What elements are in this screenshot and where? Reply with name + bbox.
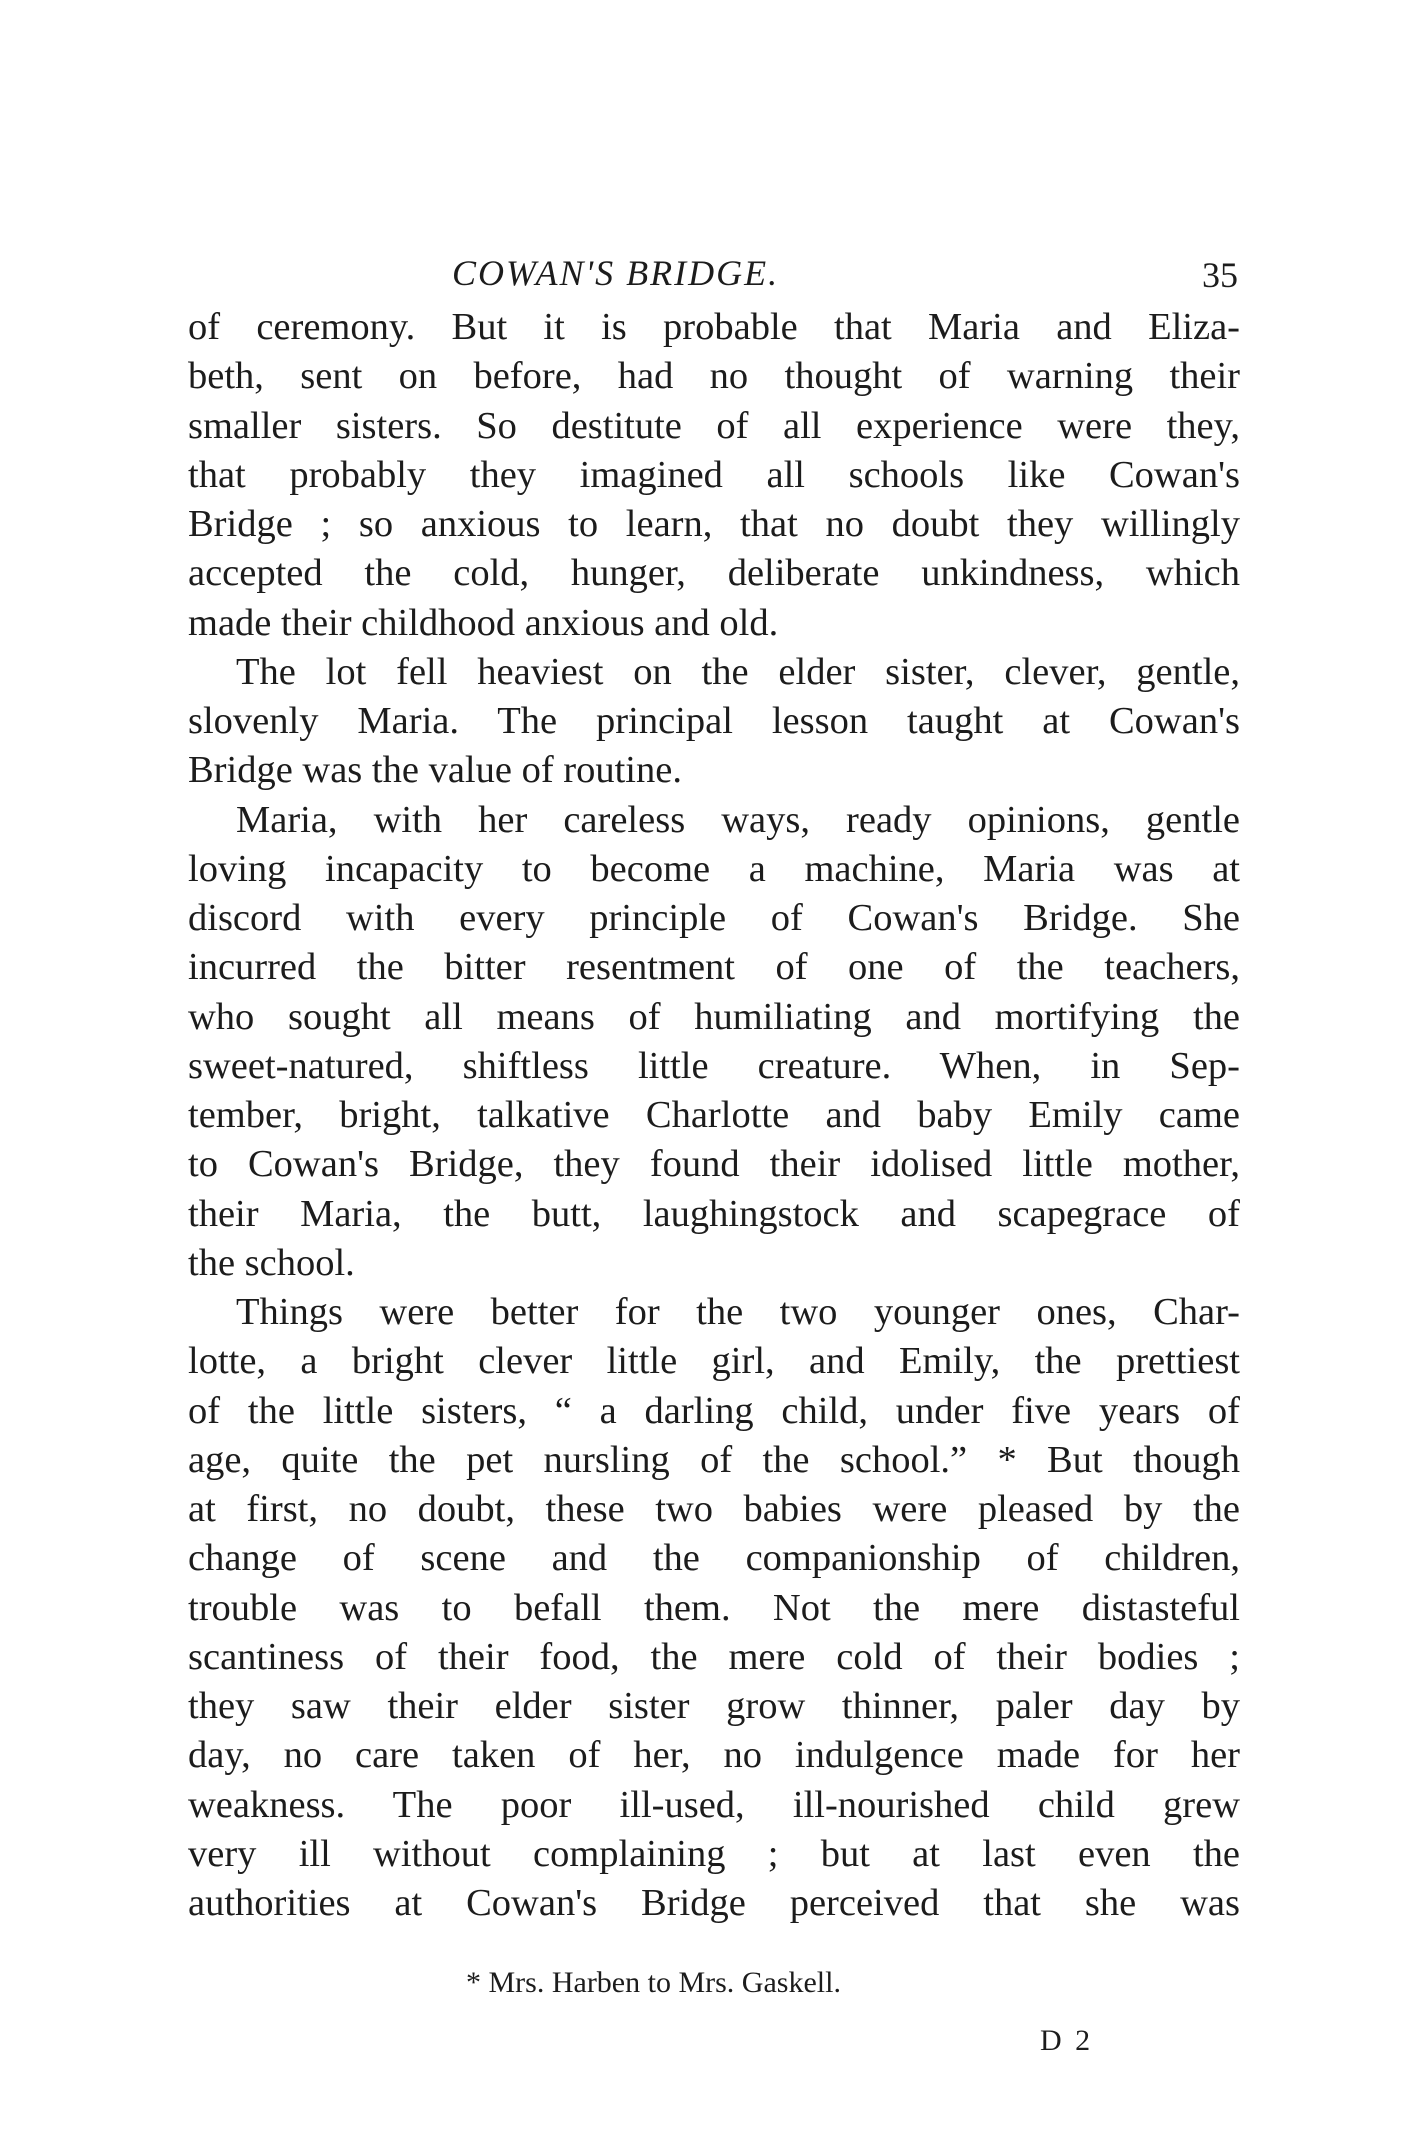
text-line: trouble was to befall them. Not the mere distasteful (188, 1586, 1240, 1629)
text-line: their Maria, the butt, laughingstock and scapegrace of (188, 1192, 1240, 1235)
text-line: accepted the cold, hunger, deliberate unkindness, which (188, 552, 1240, 595)
text-line: that probably they imagined all schools like Cowan's (188, 453, 1240, 496)
text-line: made their childhood anxious and old. (188, 601, 779, 644)
text-line: lotte, a bright clever little girl, and Emily, the prettiest (188, 1340, 1240, 1383)
text-line: age, quite the pet nursling of the school.” * But though (188, 1438, 1240, 1481)
footnote: * Mrs. Harben to Mrs. Gaskell. (466, 1966, 841, 1999)
text-line: incurred the bitter resentment of one of the teachers, (188, 946, 1240, 989)
text-line: Bridge was the value of routine. (188, 749, 682, 792)
text-line: at first, no doubt, these two babies were pleased by the (188, 1488, 1240, 1530)
text-line: Bridge ; so anxious to learn, that no doubt they willingly (188, 503, 1240, 545)
text-line: very ill without complaining ; but at last even the (188, 1832, 1240, 1875)
text-line: the school. (188, 1241, 355, 1284)
page-number: 35 (1202, 255, 1238, 295)
text-line: authorities at Cowan's Bridge perceived that she was (188, 1882, 1240, 1924)
text-line: of the little sisters, “ a darling child, under five years of (188, 1389, 1240, 1432)
text-line: tember, bright, talkative Charlotte and baby Emily came (188, 1094, 1240, 1136)
text-line: discord with every principle of Cowan's Bridge. She (188, 897, 1240, 939)
text-line: beth, sent on before, had no thought of warning their (188, 355, 1240, 398)
text-line: smaller sisters. So destitute of all experience were they, (188, 404, 1240, 447)
text-line: of ceremony. But it is probable that Maria and Eliza- (188, 306, 1240, 348)
text-line: weakness. The poor ill-used, ill-nourished child grew (188, 1783, 1240, 1826)
text-line: scantiness of their food, the mere cold of their bodies ; (188, 1635, 1240, 1678)
text-line: who sought all means of humiliating and mortifying the (188, 995, 1240, 1038)
text-line: sweet-natured, shiftless little creature. When, in Sep- (188, 1044, 1240, 1087)
text-line: day, no care taken of her, no indulgence made for her (188, 1734, 1240, 1777)
text-line: they saw their elder sister grow thinner, paler day by (188, 1685, 1240, 1727)
text-line: The lot fell heaviest on the elder sister, clever, gentle, (236, 650, 1240, 693)
signature-mark: D 2 (1040, 2024, 1094, 2057)
text-line: loving incapacity to become a machine, Maria was at (188, 847, 1240, 890)
text-line: Things were better for the two younger ones, Char- (236, 1291, 1240, 1333)
body-text (188, 303, 1240, 1928)
text-line: slovenly Maria. The principal lesson taught at Cowan's (188, 700, 1240, 742)
text-line: Maria, with her careless ways, ready opinions, gentle (236, 798, 1240, 841)
running-head-title: COWAN'S BRIDGE. (452, 253, 780, 293)
text-line: to Cowan's Bridge, they found their idolised little mother, (188, 1143, 1240, 1186)
text-line: change of scene and the companionship of children, (188, 1537, 1240, 1580)
